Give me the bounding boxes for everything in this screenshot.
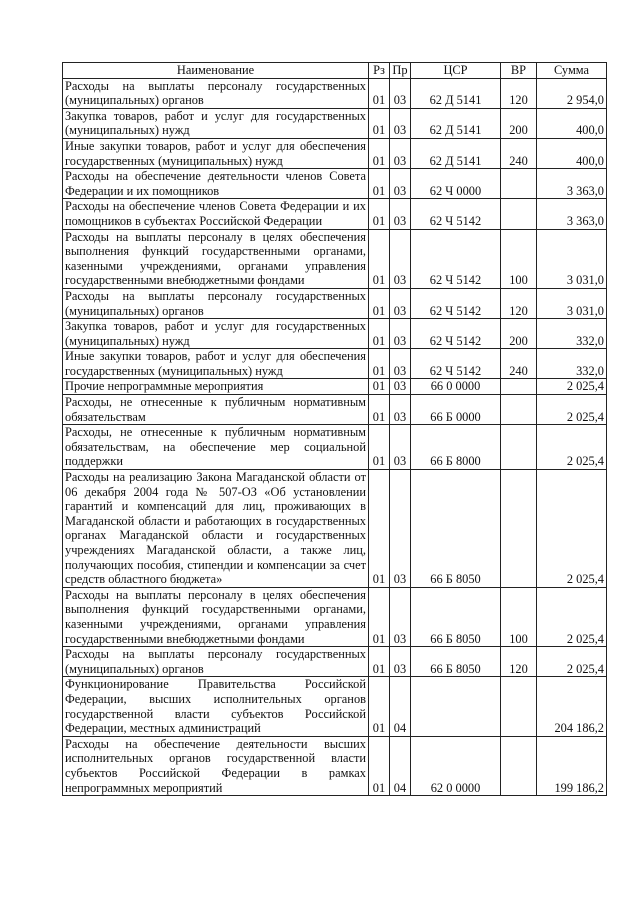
cell-rz: 01 <box>369 229 390 288</box>
cell-csr: 62 Ч 5142 <box>411 229 501 288</box>
header-pr: Пр <box>390 63 411 79</box>
cell-rz: 01 <box>369 199 390 229</box>
cell-vr <box>501 736 537 795</box>
cell-rz: 01 <box>369 319 390 349</box>
table-row <box>63 138 607 168</box>
cell-pr: 03 <box>390 229 411 288</box>
cell-vr: 200 <box>501 108 537 138</box>
cell-name: Расходы на реализацию Закона Магаданской области от 06 декабря 2004 года № 507-ОЗ «Об установлении гарантий и компенсаций для лиц, проживающих в Магаданской области и работающих в государственных органах Магаданской области и государственных учреждениях Магаданской области, а также лиц, получающих пособия, стипендии и компенсации за счет средств областного бюджета» <box>63 470 369 588</box>
cell-pr: 03 <box>390 319 411 349</box>
cell-sum: 332,0 <box>537 349 607 379</box>
header-name: Наименование <box>63 63 369 79</box>
cell-pr: 03 <box>390 138 411 168</box>
cell-vr: 240 <box>501 349 537 379</box>
cell-sum: 2 025,4 <box>537 425 607 470</box>
table-row <box>63 169 607 199</box>
cell-vr <box>501 470 537 588</box>
cell-sum: 2 025,4 <box>537 395 607 425</box>
cell-name: Расходы на выплаты персоналу государственных (муниципальных) органов <box>63 78 369 108</box>
cell-vr <box>501 199 537 229</box>
cell-pr: 03 <box>390 587 411 646</box>
cell-name: Расходы, не отнесенные к публичным нормативным обязательствам, на обеспечение мер социальной поддержки <box>63 425 369 470</box>
cell-sum: 2 025,4 <box>537 647 607 677</box>
cell-csr: 62 Ч 5142 <box>411 288 501 318</box>
cell-rz: 01 <box>369 78 390 108</box>
cell-csr: 66 Б 8000 <box>411 425 501 470</box>
cell-pr: 03 <box>390 395 411 425</box>
cell-pr: 03 <box>390 470 411 588</box>
cell-pr: 03 <box>390 379 411 395</box>
table-row <box>63 319 607 349</box>
cell-sum: 204 186,2 <box>537 677 607 736</box>
table-row <box>63 199 607 229</box>
cell-vr <box>501 425 537 470</box>
header-rz: Рз <box>369 63 390 79</box>
cell-rz: 01 <box>369 395 390 425</box>
cell-pr: 03 <box>390 78 411 108</box>
table-row <box>63 78 607 108</box>
cell-pr: 03 <box>390 425 411 470</box>
cell-vr: 100 <box>501 229 537 288</box>
cell-pr: 03 <box>390 169 411 199</box>
cell-sum: 400,0 <box>537 108 607 138</box>
cell-sum: 2 954,0 <box>537 78 607 108</box>
cell-sum: 2 025,4 <box>537 470 607 588</box>
cell-csr: 62 Ч 0000 <box>411 169 501 199</box>
table-body <box>63 78 607 796</box>
cell-name: Расходы на выплаты персоналу государственных (муниципальных) органов <box>63 288 369 318</box>
cell-pr: 04 <box>390 736 411 795</box>
cell-sum: 332,0 <box>537 319 607 349</box>
cell-csr: 66 Б 8050 <box>411 647 501 677</box>
cell-rz: 01 <box>369 425 390 470</box>
cell-csr: 62 Ч 5142 <box>411 349 501 379</box>
header-sum: Сумма <box>537 63 607 79</box>
table-row <box>63 229 607 288</box>
cell-csr: 62 Ч 5142 <box>411 199 501 229</box>
cell-csr: 66 0 0000 <box>411 379 501 395</box>
header-csr: ЦСР <box>411 63 501 79</box>
cell-sum: 3 363,0 <box>537 169 607 199</box>
budget-table <box>62 62 607 796</box>
cell-vr: 100 <box>501 587 537 646</box>
cell-csr <box>411 677 501 736</box>
document-page <box>62 62 606 796</box>
cell-rz: 01 <box>369 379 390 395</box>
cell-name: Расходы на обеспечение членов Совета Федерации и их помощников в субъектах Российской Федерации <box>63 199 369 229</box>
table-row <box>63 587 607 646</box>
table-row <box>63 470 607 588</box>
cell-name: Закупка товаров, работ и услуг для государственных (муниципальных) нужд <box>63 108 369 138</box>
cell-rz: 01 <box>369 288 390 318</box>
cell-name: Иные закупки товаров, работ и услуг для обеспечения государственных (муниципальных) нужд <box>63 349 369 379</box>
cell-vr: 200 <box>501 319 537 349</box>
cell-sum: 199 186,2 <box>537 736 607 795</box>
cell-pr: 03 <box>390 349 411 379</box>
cell-name: Расходы на выплаты персоналу в целях обеспечения выполнения функций государственными органами, казенными учреждениями, органами управления государственными внебюджетными фондами <box>63 229 369 288</box>
cell-name: Расходы, не отнесенные к публичным нормативным обязательствам <box>63 395 369 425</box>
cell-name: Прочие непрограммные мероприятия <box>63 379 369 395</box>
cell-csr: 62 Ч 5142 <box>411 319 501 349</box>
table-row <box>63 425 607 470</box>
cell-csr: 62 Д 5141 <box>411 108 501 138</box>
cell-pr: 03 <box>390 108 411 138</box>
cell-vr: 240 <box>501 138 537 168</box>
cell-csr: 66 Б 8050 <box>411 587 501 646</box>
cell-name: Расходы на выплаты персоналу в целях обеспечения выполнения функций государственными органами, казенными учреждениями, органами управления государственными внебюджетными фондами <box>63 587 369 646</box>
cell-name: Иные закупки товаров, работ и услуг для обеспечения государственных (муниципальных) нужд <box>63 138 369 168</box>
cell-vr <box>501 169 537 199</box>
cell-vr <box>501 395 537 425</box>
cell-name: Закупка товаров, работ и услуг для государственных (муниципальных) нужд <box>63 319 369 349</box>
table-row <box>63 395 607 425</box>
cell-rz: 01 <box>369 349 390 379</box>
cell-sum: 2 025,4 <box>537 587 607 646</box>
table-row <box>63 379 607 395</box>
table-row <box>63 288 607 318</box>
cell-sum: 3 031,0 <box>537 229 607 288</box>
cell-name: Расходы на выплаты персоналу государственных (муниципальных) органов <box>63 647 369 677</box>
cell-name: Функционирование Правительства Российской Федерации, высших исполнительных органов государственной власти субъектов Российской Федерации, местных администраций <box>63 677 369 736</box>
cell-sum: 3 363,0 <box>537 199 607 229</box>
cell-csr: 66 Б 8050 <box>411 470 501 588</box>
cell-sum: 2 025,4 <box>537 379 607 395</box>
cell-csr: 66 Б 0000 <box>411 395 501 425</box>
cell-sum: 3 031,0 <box>537 288 607 318</box>
table-row <box>63 108 607 138</box>
cell-name: Расходы на обеспечение деятельности членов Совета Федерации и их помощников <box>63 169 369 199</box>
header-vr: ВР <box>501 63 537 79</box>
table-header-row <box>63 63 607 79</box>
cell-pr: 04 <box>390 677 411 736</box>
cell-vr: 120 <box>501 288 537 318</box>
cell-rz: 01 <box>369 677 390 736</box>
cell-csr: 62 Д 5141 <box>411 78 501 108</box>
cell-rz: 01 <box>369 587 390 646</box>
cell-csr: 62 0 0000 <box>411 736 501 795</box>
cell-pr: 03 <box>390 288 411 318</box>
cell-pr: 03 <box>390 647 411 677</box>
cell-vr: 120 <box>501 647 537 677</box>
cell-name: Расходы на обеспечение деятельности высших исполнительных органов государственной власти субъектов Российской Федерации в рамках непрограммных мероприятий <box>63 736 369 795</box>
cell-rz: 01 <box>369 470 390 588</box>
table-row <box>63 677 607 736</box>
cell-sum: 400,0 <box>537 138 607 168</box>
cell-csr: 62 Д 5141 <box>411 138 501 168</box>
cell-pr: 03 <box>390 199 411 229</box>
table-row <box>63 736 607 795</box>
cell-rz: 01 <box>369 169 390 199</box>
table-row <box>63 647 607 677</box>
cell-vr <box>501 379 537 395</box>
cell-rz: 01 <box>369 108 390 138</box>
cell-vr: 120 <box>501 78 537 108</box>
cell-rz: 01 <box>369 736 390 795</box>
cell-rz: 01 <box>369 647 390 677</box>
cell-vr <box>501 677 537 736</box>
cell-rz: 01 <box>369 138 390 168</box>
table-row <box>63 349 607 379</box>
